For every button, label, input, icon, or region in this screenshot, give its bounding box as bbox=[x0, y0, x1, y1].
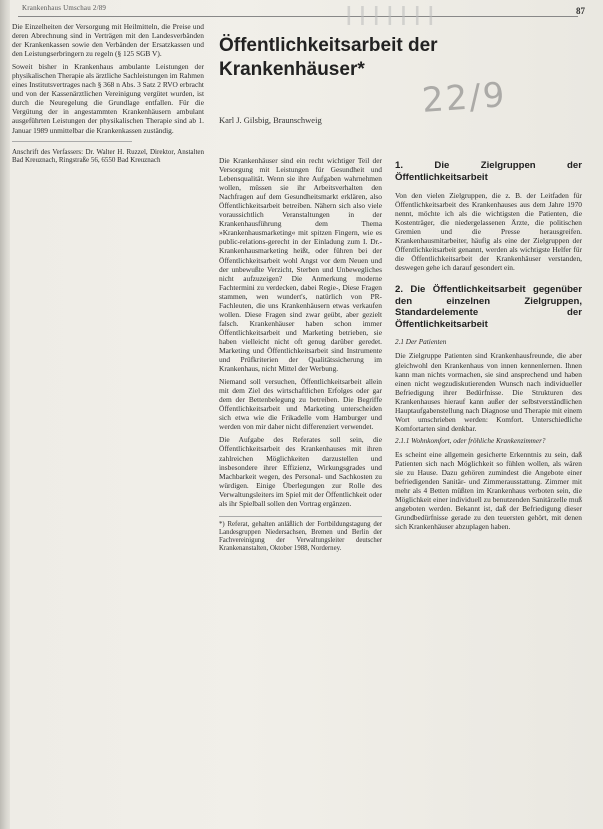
subsection-2-1-heading: 2.1 Der Patienten bbox=[395, 338, 447, 347]
middle-paragraph-1: Die Krankenhäuser sind ein recht wichtiger Teil der Versorgung mit Leistungen für Gesundheit und Lebensqualität. Wenn sie ihre Aufgaben wahrnehmen wollen, müssen sie ihr Arbeitsverhalten den Nachfragen auf dem Gesundheitsmarkt erklären, also Öffentlichkeitsarbeit betreiben. Nähern sich also viele voraussichtlich Veranstaltungen in der Krankenhausführung dem Thema »Krankenhausmarketing« mit spitzen Fingern, wie es public-relations-gerecht in der Einladung zum I. Dr.-Krankenhausmarketing heißt, oder führen bei der Öffentlichkeitsarbeit wohl Angst vor dem Neuen und der unbewußte Verzicht, Sterben und Unbewegliches nicht aufzuzeigen? Die Anmerkung moderne Fachtermini zu verdecken, dabei Regie-, Diese Fragen stammen, wen wundert's, natürlich von PR-Fachleuten, die uns Krankenhäusern etwas verkaufen wollen. Diese Fragen sind zwar geübt, aber gezielt falsch. Krankenhäuser haben schon immer Öffentlichkeitsarbeit und Marketing betrieben, sie haben vielleicht nicht oft genug darüber geredet. Marketing und Öffentlichkeitsarbeit sind Instrumente und Prüfkriterien der Qualitätssicherung im Krankenhaus, nicht Mittel der Werbung. bbox=[219, 156, 382, 374]
section-1-text: Von den vielen Zielgruppen, die z. B. der Leitfaden für Öffentlichkeitsarbeit des Krankenhauses aus dem Jahre 1970 nennt, möchte ich als die wichtigsten die Patienten, die Kostenträger, die niedergelassenen Ärzte, die politischen Gremien und die Presse herausgreifen. Krankenhausmitarbeiter, häufig als eine der Zielgruppen der Öffentlichkeitsarbeit genannt, werden als wichtigste Helfer für die Öffentlichkeitsarbeit der Krankenhäuser verstanden, deswegen gehe ich darauf gesondert ein. bbox=[395, 191, 582, 273]
handwritten-note: 22/9 bbox=[420, 75, 508, 121]
running-title: Krankenhaus Umschau 2/89 bbox=[22, 4, 107, 12]
subsection-2-1-1-text: Es scheint eine allgemein gesicherte Erkenntnis zu sein, daß Patienten sich nach Möglichkeit so fühlen wollen, als wären sie zu Hause. Dazu gehören zumindest die Angebote einer befriedigenden Sanitär- und Zimmerausstattung. Zimmer mit mehr als 4 Betten müßten im Krankenhaus verboten sein, die Möglichkeit einer individuell zu benutzenden Sanitärzelle muß angeboten werden. Bekannt ist, daß der Befriedigung dieser Grundbedürfnisse gerade zu den teuersten gehört, mit denen sich Krankenhäuser abzuplagen haben. bbox=[395, 449, 582, 532]
left-paragraph-2: Soweit bisher in Krankenhaus ambulante Leistungen der physikalischen Therapie als ärztliche Sachleistungen im Rahmen eines Institutsvertrages nach § 368 n Abs. 3 Satz 2 RVO erbracht und von der Kassenärztlichen Vereinigung vergütet wurden, ist durch die Neuregelung die Grundlage entfallen. Für die Vergütung der in angestammten Krankenhäusern ambulant ausgeführten Leistungen der physikalischen Therapie sind ab 1. Januar 1989 unmittelbar die Krankenkassen zuständig. bbox=[12, 62, 204, 135]
page-number: 87 bbox=[576, 6, 585, 16]
binding-shadow bbox=[0, 0, 10, 829]
middle-column bbox=[219, 156, 382, 554]
article-title: Öffentlichkeitsarbeit der Krankenhäuser* bbox=[219, 35, 438, 80]
subsection-2-1-text: Die Zielgruppe Patienten sind Krankenhausfreunde, die aber gleichwohl den Krankenhaus von innen kennenlernen. Ihnen kann man nichts vormachen, sie sind ansprechend und haben einen nicht wegzudiskutierenden Wunsch nach individueller Befriedigung ihrer Bedürfnisse. Die Strukturen des Krankenhauses hierauf kann außer der selbstverständlichen Hauptaufgabenstellung nach Diagnose und Therapie mit einem Wort umschrieben werden: Komfort. Unterschiedliche Komfortarten sind denkbar. bbox=[395, 351, 582, 433]
footnote: *) Referat, gehalten anläßlich der Fortbildungstagung der Landesgruppen Niedersachsen, Bremen und Berlin der Fachvereinigung der Verwaltungsleiter deutscher Krankenanstalten, Oktober 1988, Norderney. bbox=[219, 516, 382, 554]
section-1-heading: 1. Die Zielgruppen der Öffentlichkeitsarbeit bbox=[395, 160, 582, 183]
right-column bbox=[395, 160, 582, 535]
middle-paragraph-2: Niemand soll versuchen, Öffentlichkeitsarbeit allein mit dem Ziel des wirtschaftlichen Erfolges oder gar dem der Bettenbelegung zu betreiben. Die Begriffe Öffentlichkeitsarbeit und Marketing unterscheiden sich etwa wie die Frikadelle vom Hamburger und werden von mir daher nicht differenziert verwendet. bbox=[219, 377, 382, 432]
left-column bbox=[12, 22, 204, 165]
subsection-2-1-1-heading: 2.1.1 Wohnkomfort, oder fröhliche Krankenzimmer? bbox=[395, 436, 546, 445]
archive-stamp: IIIIIII bbox=[345, 2, 441, 32]
section-2-heading: 2. Die Öffentlichkeitsarbeit gegenüber den einzelnen Zielgruppen, Standardelemente der Öffentlichkeitsarbeit bbox=[395, 284, 582, 330]
header-rule bbox=[18, 16, 578, 17]
address-divider bbox=[12, 141, 132, 142]
author-address: Anschrift des Verfassers: Dr. Walter H. Ruzzel, Direktor, Anstalten Bad Kreuznach, Ringstraße 56, 6550 Bad Kreuznach bbox=[12, 147, 204, 165]
middle-paragraph-3: Die Aufgabe des Referates soll sein, die Öffentlichkeitsarbeit des Krankenhauses mit ihren zahlreichen Möglichkeiten darzustellen und insbesondere ihrer Effizienz, Wirkungsgrades und Machbarkeit wegen, des Personal- und Sachkosten zu würdigen. Einige Überlegungen zur Rolle des Verwaltungsleiters im Spiel mit der Öffentlichkeit oder als ihr Spielball sollen den Vortrag ergänzen. bbox=[219, 435, 382, 508]
left-paragraph-1: Die Einzelheiten der Versorgung mit Heilmitteln, die Preise und deren Abrechnung sind in Verträgen mit den Landesverbänden der Krankenkassen sowie den Verbänden der Ersatzkassen und den Leistungserbringern zu regeln (§ 125 SGB V). bbox=[12, 22, 204, 59]
article-author: Karl J. Gilsbig, Braunschweig bbox=[219, 115, 322, 125]
